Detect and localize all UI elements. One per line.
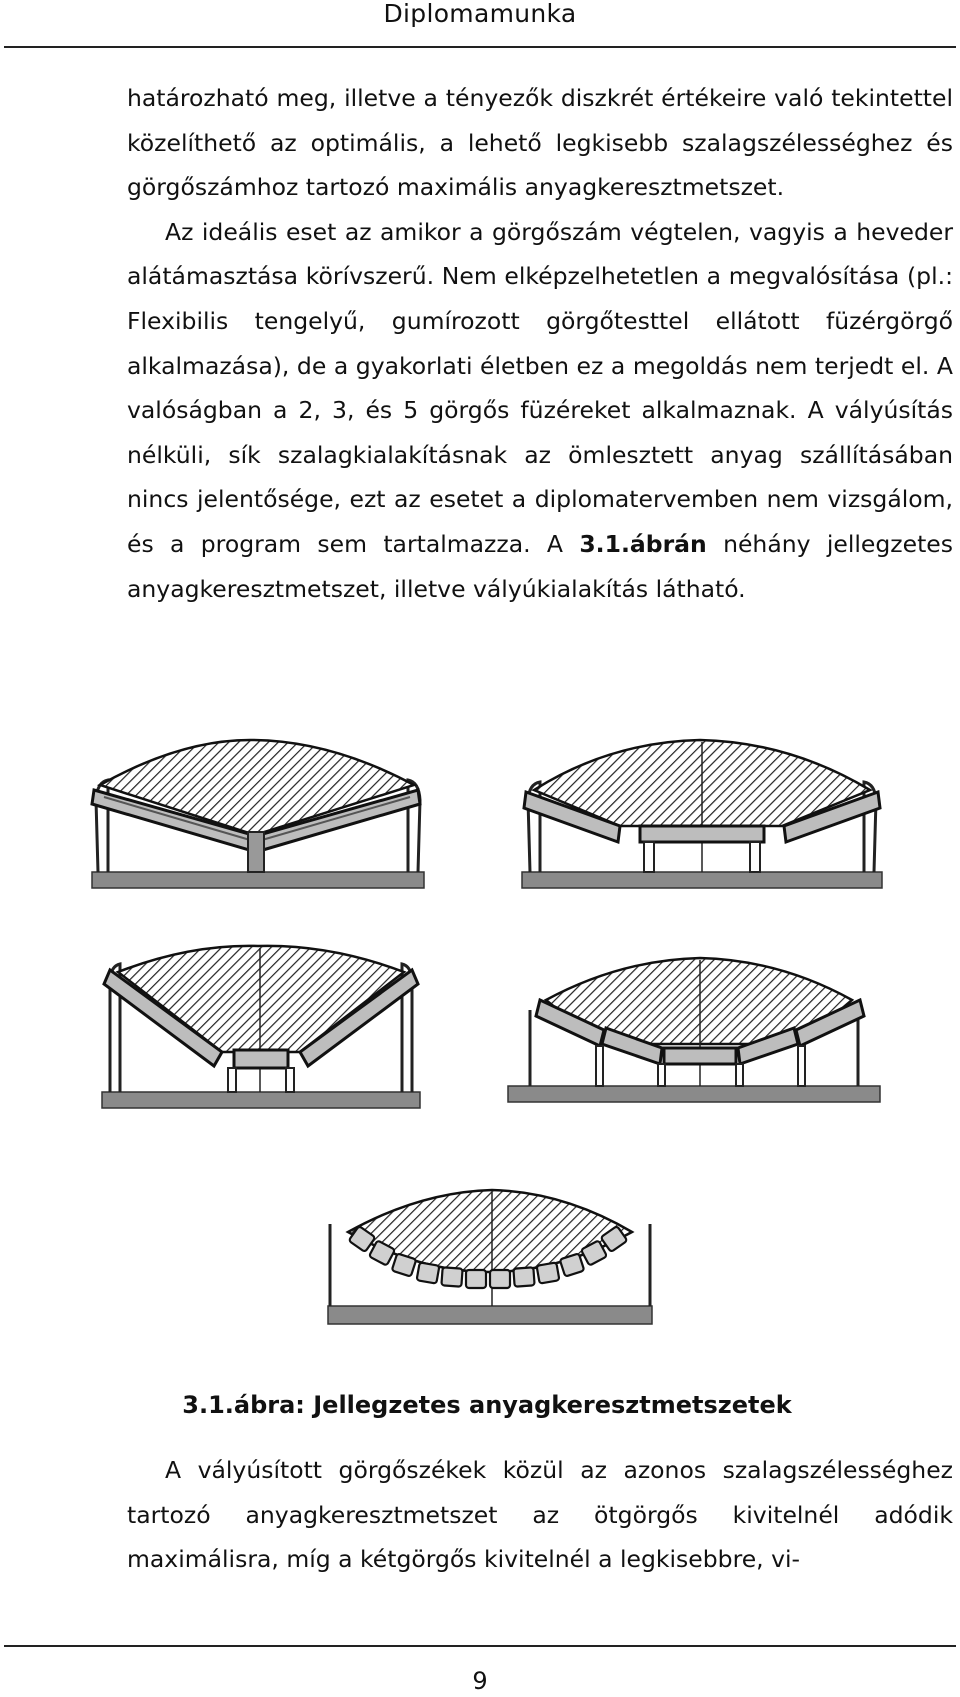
diagram-five-roller <box>508 958 880 1102</box>
paragraph-2 <box>127 210 953 611</box>
paragraph-2-text-b: néhány jellegzetes anyagkeresztmetszet, illetve vályúkialakítás látható. <box>127 529 953 603</box>
paragraph-3: A vályúsított görgőszékek közül az azonos szalagszélességhez tartozó anyagkeresztmetszet az ötgörgős kivitelnél adódik maximálisra, míg a kétgörgős kivitelnél a legkisebbre, vi- <box>127 1456 953 1574</box>
page-header: Diplomamunka <box>383 0 577 28</box>
body-text-upper <box>127 76 953 611</box>
body-text-lower <box>127 1448 953 1582</box>
paragraph-2-text-a: Az ideális eset az amikor a görgőszám végtelen, vagyis a heveder alátámasztása körívszerű. Nem elképzelhetetlen a megvalósítása (pl.: Flexibilis tengelyű, gumírozott görgőtesttel ellátott füzérgörgő alkalmazása), de a gyakorlati életben ez a megoldás nem terjedt el. A valóságban a 2, 3, és 5 görgős füzéreket alkalmaznak. A vályúsítás nélküli, sík szalagkialakításnak az ömlesztett anyag szállításában nincs jelentősége, ezt az esetet a diplomatervemben nem vizsgálom, és a program sem tartalmazza. A <box>127 217 953 558</box>
diagram-deep-three-roller <box>102 946 420 1108</box>
header-rule <box>4 46 956 48</box>
figure-caption: 3.1.ábra: Jellegzetes anyagkeresztmetszetek <box>182 1391 792 1419</box>
footer-rule <box>4 1645 956 1647</box>
diagram-three-roller <box>522 740 882 888</box>
page-number: 9 <box>472 1667 488 1695</box>
figure-reference: 3.1.ábrán <box>579 529 707 558</box>
diagram-garland-roller <box>328 1190 652 1324</box>
diagram-two-roller <box>92 740 424 888</box>
paragraph-1: határozható meg, illetve a tényezők diszkrét értékeire való tekintettel közelíthető az optimális, a lehető legkisebb szalagszélességhez és görgőszámhoz tartozó maximális anyagkeresztmetszet. <box>127 84 953 202</box>
